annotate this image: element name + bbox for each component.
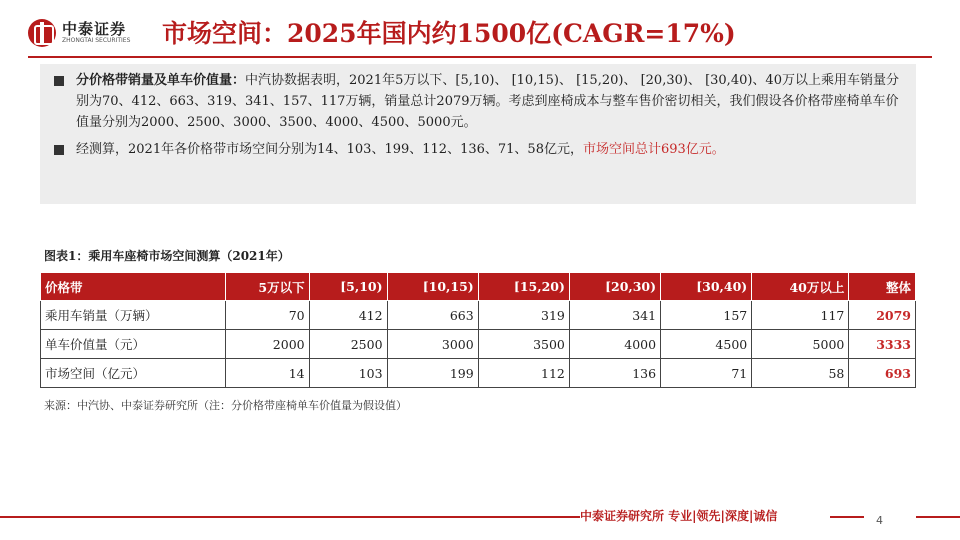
bullet-highlight: 市场空间总计693亿元。 [582, 142, 725, 157]
square-bullet-icon [54, 76, 64, 86]
header-cell: [15,20) [478, 273, 569, 301]
logo-icon [28, 19, 56, 47]
table-row [41, 359, 916, 388]
row-label: 市场空间（亿元） [41, 359, 226, 388]
table-cell: 412 [309, 301, 387, 330]
total-cell: 3333 [849, 330, 916, 359]
table-cell: 70 [225, 301, 309, 330]
header-cell: [20,30) [569, 273, 660, 301]
table-cell: 4500 [661, 330, 752, 359]
table-row [41, 301, 916, 330]
table-caption: 图表1：乘用车座椅市场空间测算（2021年） [44, 249, 290, 263]
bullet-heading: 分价格带销量及单车价值量： [76, 73, 246, 88]
table-cell: 14 [225, 359, 309, 388]
footer-slogan: 中泰证券研究所 专业|领先|深度|诚信 [580, 509, 778, 523]
title-divider [28, 56, 932, 58]
summary-bullet-1 [54, 70, 902, 133]
table-cell: 3000 [387, 330, 478, 359]
footer-divider [830, 516, 864, 518]
row-label: 乘用车销量（万辆） [41, 301, 226, 330]
source-note: 来源：中汽协、中泰证券研究所（注：分价格带座椅单车价值量为假设值） [44, 399, 407, 412]
header-cell: 5万以下 [225, 273, 309, 301]
table-cell: 136 [569, 359, 660, 388]
summary-bullet-2 [54, 139, 902, 160]
bullet-text: 中汽协数据表明，2021年5万以下、[5,10)、 [10,15)、 [15,20)、 [20,30)、 [30,40)、40万以上乘用车销量分别为70、412、663、319、341、157、117万辆，销量总计2079万辆。考虑到座椅成本与整车售价密切相关，我们假设各价格带座椅单车价值量分别为2000、2500、3000、3500、4000、4500、5000元。 [76, 73, 899, 130]
total-cell: 2079 [849, 301, 916, 330]
header-cell: [30,40) [661, 273, 752, 301]
square-bullet-icon [54, 145, 64, 155]
footer-divider [0, 516, 580, 518]
page-title: 市场空间：2025年国内约1500亿(CAGR=17%) [162, 19, 736, 48]
market-size-table [40, 272, 916, 388]
table-cell: 2000 [225, 330, 309, 359]
table-cell: 199 [387, 359, 478, 388]
table-cell: 71 [661, 359, 752, 388]
table-cell: 3500 [478, 330, 569, 359]
logo-name: 中泰证券 [62, 20, 127, 38]
table-cell: 103 [309, 359, 387, 388]
table-header-row [41, 273, 916, 301]
page-number: 4 [876, 514, 883, 527]
bullet-text: 经测算，2021年各价格带市场空间分别为14、103、199、112、136、71、58亿元， [76, 142, 583, 157]
table-cell: 319 [478, 301, 569, 330]
table-cell: 117 [752, 301, 849, 330]
header-cell: [5,10) [309, 273, 387, 301]
header-cell: 价格带 [41, 273, 226, 301]
table-cell: 5000 [752, 330, 849, 359]
table-cell: 112 [478, 359, 569, 388]
table-cell: 663 [387, 301, 478, 330]
table-cell: 341 [569, 301, 660, 330]
summary-panel [40, 64, 916, 204]
company-logo [28, 16, 148, 50]
logo-english-name: ZHONGTAI SECURITIES [62, 37, 131, 44]
table-cell: 4000 [569, 330, 660, 359]
table-cell: 2500 [309, 330, 387, 359]
header-cell: [10,15) [387, 273, 478, 301]
table-cell: 157 [661, 301, 752, 330]
header-cell: 40万以上 [752, 273, 849, 301]
header-cell: 整体 [849, 273, 916, 301]
total-cell: 693 [849, 359, 916, 388]
footer-divider [916, 516, 960, 518]
table-cell: 58 [752, 359, 849, 388]
row-label: 单车价值量（元） [41, 330, 226, 359]
table-row [41, 330, 916, 359]
